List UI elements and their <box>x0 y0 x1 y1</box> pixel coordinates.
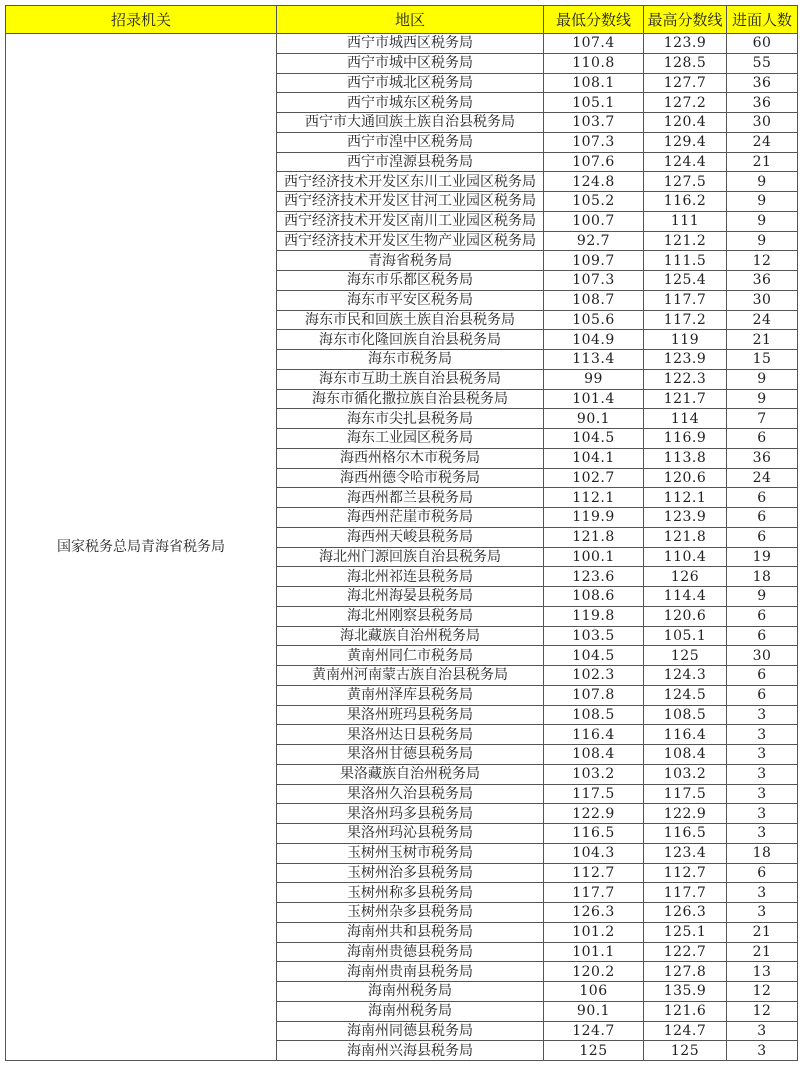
min-score-cell[interactable]: 108.7 <box>544 290 644 310</box>
min-score-cell[interactable]: 101.1 <box>544 942 644 962</box>
region-cell[interactable]: 西宁市大通回族土族自治县税务局 <box>277 113 544 133</box>
interview-count-cell[interactable]: 6 <box>727 606 798 626</box>
max-score-cell[interactable]: 116.2 <box>644 192 727 212</box>
min-score-cell[interactable]: 124.8 <box>544 172 644 192</box>
region-cell[interactable]: 海东市化隆回族自治县税务局 <box>277 330 544 350</box>
region-cell[interactable]: 海东市平安区税务局 <box>277 290 544 310</box>
table-body <box>6 34 798 1061</box>
interview-count-cell[interactable]: 55 <box>727 53 798 73</box>
max-score-cell[interactable]: 121.8 <box>644 527 727 547</box>
interview-count-cell[interactable]: 24 <box>727 310 798 330</box>
interview-count-cell[interactable]: 6 <box>727 685 798 705</box>
region-cell[interactable]: 黄南州河南蒙古族自治县税务局 <box>277 666 544 686</box>
interview-count-cell[interactable]: 18 <box>727 843 798 863</box>
max-score-cell[interactable]: 125.1 <box>644 922 727 942</box>
max-score-cell[interactable]: 108.4 <box>644 745 727 765</box>
interview-count-cell[interactable]: 60 <box>727 34 798 54</box>
min-score-cell[interactable]: 126.3 <box>544 903 644 923</box>
region-cell[interactable]: 果洛州玛沁县税务局 <box>277 824 544 844</box>
region-cell[interactable]: 海北州刚察县税务局 <box>277 606 544 626</box>
region-cell[interactable]: 西宁市城北区税务局 <box>277 73 544 93</box>
min-score-cell[interactable]: 117.7 <box>544 883 644 903</box>
min-score-cell[interactable]: 102.7 <box>544 468 644 488</box>
interview-count-cell[interactable]: 7 <box>727 409 798 429</box>
min-score-cell[interactable]: 108.5 <box>544 705 644 725</box>
max-score-cell[interactable]: 125 <box>644 1041 727 1061</box>
max-score-cell[interactable]: 117.7 <box>644 883 727 903</box>
region-cell[interactable]: 果洛州班玛县税务局 <box>277 705 544 725</box>
min-score-cell[interactable]: 113.4 <box>544 350 644 370</box>
max-score-cell[interactable]: 117.5 <box>644 784 727 804</box>
min-score-cell[interactable]: 105.1 <box>544 93 644 113</box>
organization-cell[interactable]: 国家税务总局青海省税务局 <box>6 34 277 1061</box>
region-cell[interactable]: 西宁市城西区税务局 <box>277 34 544 54</box>
max-score-cell[interactable]: 119 <box>644 330 727 350</box>
region-cell[interactable]: 玉树州玉树市税务局 <box>277 843 544 863</box>
max-score-cell[interactable]: 123.9 <box>644 34 727 54</box>
region-cell[interactable]: 海北州祁连县税务局 <box>277 567 544 587</box>
min-score-cell[interactable]: 125 <box>544 1041 644 1061</box>
region-cell[interactable]: 海北州海晏县税务局 <box>277 587 544 607</box>
max-score-cell[interactable]: 124.7 <box>644 1021 727 1041</box>
interview-count-cell[interactable]: 36 <box>727 271 798 291</box>
interview-count-cell[interactable]: 3 <box>727 824 798 844</box>
max-score-cell[interactable]: 122.7 <box>644 942 727 962</box>
min-score-cell[interactable]: 99 <box>544 369 644 389</box>
min-score-cell[interactable]: 123.6 <box>544 567 644 587</box>
region-cell[interactable]: 海东市尖扎县税务局 <box>277 409 544 429</box>
max-score-cell[interactable]: 125 <box>644 646 727 666</box>
min-score-cell[interactable]: 122.9 <box>544 804 644 824</box>
interview-count-cell[interactable]: 6 <box>727 508 798 528</box>
interview-count-cell[interactable]: 9 <box>727 211 798 231</box>
min-score-cell[interactable]: 107.8 <box>544 685 644 705</box>
interview-count-cell[interactable]: 24 <box>727 132 798 152</box>
min-score-cell[interactable]: 90.1 <box>544 409 644 429</box>
interview-count-cell[interactable]: 36 <box>727 93 798 113</box>
region-cell[interactable]: 海北藏族自治州税务局 <box>277 626 544 646</box>
interview-count-cell[interactable]: 30 <box>727 113 798 133</box>
max-score-cell[interactable]: 127.5 <box>644 172 727 192</box>
max-score-cell[interactable]: 117.7 <box>644 290 727 310</box>
max-score-cell[interactable]: 124.4 <box>644 152 727 172</box>
region-cell[interactable]: 海东市税务局 <box>277 350 544 370</box>
region-cell[interactable]: 果洛州久治县税务局 <box>277 784 544 804</box>
min-score-cell[interactable]: 107.3 <box>544 132 644 152</box>
max-score-cell[interactable]: 123.4 <box>644 843 727 863</box>
min-score-cell[interactable]: 116.4 <box>544 725 644 745</box>
score-table <box>5 5 798 1061</box>
min-score-cell[interactable]: 110.8 <box>544 53 644 73</box>
min-score-cell[interactable]: 119.8 <box>544 606 644 626</box>
max-score-cell[interactable]: 125.4 <box>644 271 727 291</box>
region-cell[interactable]: 海西州都兰县税务局 <box>277 488 544 508</box>
interview-count-cell[interactable]: 3 <box>727 903 798 923</box>
interview-count-cell[interactable]: 36 <box>727 73 798 93</box>
interview-count-cell[interactable]: 3 <box>727 705 798 725</box>
max-score-cell[interactable]: 124.5 <box>644 685 727 705</box>
interview-count-cell[interactable]: 12 <box>727 1001 798 1021</box>
interview-count-cell[interactable]: 3 <box>727 745 798 765</box>
max-score-cell[interactable]: 135.9 <box>644 982 727 1002</box>
interview-count-cell[interactable]: 12 <box>727 251 798 271</box>
interview-count-cell[interactable]: 6 <box>727 863 798 883</box>
interview-count-cell[interactable]: 9 <box>727 587 798 607</box>
max-score-cell[interactable]: 127.2 <box>644 93 727 113</box>
min-score-cell[interactable]: 120.2 <box>544 962 644 982</box>
min-score-cell[interactable]: 121.8 <box>544 527 644 547</box>
max-score-cell[interactable]: 116.4 <box>644 725 727 745</box>
region-cell[interactable]: 海南州兴海县税务局 <box>277 1041 544 1061</box>
region-cell[interactable]: 海东市民和回族土族自治县税务局 <box>277 310 544 330</box>
min-score-cell[interactable]: 92.7 <box>544 231 644 251</box>
min-score-cell[interactable]: 107.4 <box>544 34 644 54</box>
table-header <box>6 6 798 34</box>
interview-count-cell[interactable]: 21 <box>727 330 798 350</box>
interview-count-cell[interactable]: 30 <box>727 646 798 666</box>
region-cell[interactable]: 海东市乐都区税务局 <box>277 271 544 291</box>
interview-count-cell[interactable]: 3 <box>727 883 798 903</box>
interview-count-cell[interactable]: 13 <box>727 962 798 982</box>
region-cell[interactable]: 西宁经济技术开发区生物产业园区税务局 <box>277 231 544 251</box>
region-cell[interactable]: 海南州税务局 <box>277 1001 544 1021</box>
max-score-cell[interactable]: 105.1 <box>644 626 727 646</box>
region-cell[interactable]: 海南州共和县税务局 <box>277 922 544 942</box>
interview-count-cell[interactable]: 12 <box>727 982 798 1002</box>
region-cell[interactable]: 海西州格尔木市税务局 <box>277 448 544 468</box>
interview-count-cell[interactable]: 18 <box>727 567 798 587</box>
max-score-cell[interactable]: 121.6 <box>644 1001 727 1021</box>
header-min-score[interactable]: 最低分数线 <box>544 6 644 34</box>
interview-count-cell[interactable]: 6 <box>727 666 798 686</box>
interview-count-cell[interactable]: 6 <box>727 429 798 449</box>
min-score-cell[interactable]: 100.7 <box>544 211 644 231</box>
max-score-cell[interactable]: 123.9 <box>644 350 727 370</box>
interview-count-cell[interactable]: 3 <box>727 764 798 784</box>
region-cell[interactable]: 西宁市城中区税务局 <box>277 53 544 73</box>
interview-count-cell[interactable]: 30 <box>727 290 798 310</box>
header-interview-count[interactable]: 进面人数 <box>727 6 798 34</box>
interview-count-cell[interactable]: 9 <box>727 172 798 192</box>
min-score-cell[interactable]: 104.5 <box>544 646 644 666</box>
region-cell[interactable]: 海北州门源回族自治县税务局 <box>277 547 544 567</box>
min-score-cell[interactable]: 108.4 <box>544 745 644 765</box>
min-score-cell[interactable]: 101.2 <box>544 922 644 942</box>
max-score-cell[interactable]: 127.8 <box>644 962 727 982</box>
min-score-cell[interactable]: 104.1 <box>544 448 644 468</box>
interview-count-cell[interactable]: 3 <box>727 1021 798 1041</box>
min-score-cell[interactable]: 104.5 <box>544 429 644 449</box>
region-cell[interactable]: 玉树州称多县税务局 <box>277 883 544 903</box>
max-score-cell[interactable]: 108.5 <box>644 705 727 725</box>
interview-count-cell[interactable]: 21 <box>727 942 798 962</box>
min-score-cell[interactable]: 112.7 <box>544 863 644 883</box>
region-cell[interactable]: 海东市互助土族自治县税务局 <box>277 369 544 389</box>
min-score-cell[interactable]: 104.3 <box>544 843 644 863</box>
max-score-cell[interactable]: 103.2 <box>644 764 727 784</box>
max-score-cell[interactable]: 128.5 <box>644 53 727 73</box>
region-cell[interactable]: 玉树州治多县税务局 <box>277 863 544 883</box>
max-score-cell[interactable]: 124.3 <box>644 666 727 686</box>
max-score-cell[interactable]: 123.9 <box>644 508 727 528</box>
region-cell[interactable]: 黄南州泽库县税务局 <box>277 685 544 705</box>
region-cell[interactable]: 果洛州玛多县税务局 <box>277 804 544 824</box>
min-score-cell[interactable]: 112.1 <box>544 488 644 508</box>
interview-count-cell[interactable]: 19 <box>727 547 798 567</box>
min-score-cell[interactable]: 105.6 <box>544 310 644 330</box>
interview-count-cell[interactable]: 21 <box>727 922 798 942</box>
header-org[interactable]: 招录机关 <box>6 6 277 34</box>
interview-count-cell[interactable]: 3 <box>727 804 798 824</box>
header-max-score[interactable]: 最高分数线 <box>644 6 727 34</box>
interview-count-cell[interactable]: 3 <box>727 784 798 804</box>
interview-count-cell[interactable]: 6 <box>727 626 798 646</box>
region-cell[interactable]: 海西州天峻县税务局 <box>277 527 544 547</box>
max-score-cell[interactable]: 122.9 <box>644 804 727 824</box>
header-region[interactable]: 地区 <box>277 6 544 34</box>
region-cell[interactable]: 果洛州甘德县税务局 <box>277 745 544 765</box>
max-score-cell[interactable]: 127.7 <box>644 73 727 93</box>
min-score-cell[interactable]: 90.1 <box>544 1001 644 1021</box>
region-cell[interactable]: 玉树州杂多县税务局 <box>277 903 544 923</box>
min-score-cell[interactable]: 107.3 <box>544 271 644 291</box>
interview-count-cell[interactable]: 21 <box>727 152 798 172</box>
region-cell[interactable]: 海西州德令哈市税务局 <box>277 468 544 488</box>
min-score-cell[interactable]: 116.5 <box>544 824 644 844</box>
max-score-cell[interactable]: 111 <box>644 211 727 231</box>
interview-count-cell[interactable]: 9 <box>727 231 798 251</box>
region-cell[interactable]: 海南州贵德县税务局 <box>277 942 544 962</box>
region-cell[interactable]: 海西州茫崖市税务局 <box>277 508 544 528</box>
interview-count-cell[interactable]: 9 <box>727 192 798 212</box>
min-score-cell[interactable]: 104.9 <box>544 330 644 350</box>
min-score-cell[interactable]: 105.2 <box>544 192 644 212</box>
max-score-cell[interactable]: 110.4 <box>644 547 727 567</box>
min-score-cell[interactable]: 100.1 <box>544 547 644 567</box>
max-score-cell[interactable]: 116.5 <box>644 824 727 844</box>
region-cell[interactable]: 海南州同德县税务局 <box>277 1021 544 1041</box>
interview-count-cell[interactable]: 9 <box>727 389 798 409</box>
max-score-cell[interactable]: 120.4 <box>644 113 727 133</box>
region-cell[interactable]: 海东工业园区税务局 <box>277 429 544 449</box>
max-score-cell[interactable]: 112.7 <box>644 863 727 883</box>
max-score-cell[interactable]: 116.9 <box>644 429 727 449</box>
min-score-cell[interactable]: 109.7 <box>544 251 644 271</box>
max-score-cell[interactable]: 126.3 <box>644 903 727 923</box>
interview-count-cell[interactable]: 36 <box>727 448 798 468</box>
max-score-cell[interactable]: 114 <box>644 409 727 429</box>
min-score-cell[interactable]: 108.6 <box>544 587 644 607</box>
region-cell[interactable]: 青海省税务局 <box>277 251 544 271</box>
region-cell[interactable]: 海南州税务局 <box>277 982 544 1002</box>
max-score-cell[interactable]: 117.2 <box>644 310 727 330</box>
region-cell[interactable]: 西宁经济技术开发区甘河工业园区税务局 <box>277 192 544 212</box>
region-cell[interactable]: 海南州贵南县税务局 <box>277 962 544 982</box>
interview-count-cell[interactable]: 3 <box>727 1041 798 1061</box>
region-cell[interactable]: 果洛藏族自治州税务局 <box>277 764 544 784</box>
min-score-cell[interactable]: 108.1 <box>544 73 644 93</box>
region-cell[interactable]: 西宁市湟中区税务局 <box>277 132 544 152</box>
table-row <box>6 34 798 54</box>
max-score-cell[interactable]: 122.3 <box>644 369 727 389</box>
max-score-cell[interactable]: 111.5 <box>644 251 727 271</box>
interview-count-cell[interactable]: 6 <box>727 527 798 547</box>
min-score-cell[interactable]: 102.3 <box>544 666 644 686</box>
interview-count-cell[interactable]: 3 <box>727 725 798 745</box>
min-score-cell[interactable]: 119.9 <box>544 508 644 528</box>
min-score-cell[interactable]: 106 <box>544 982 644 1002</box>
min-score-cell[interactable]: 107.6 <box>544 152 644 172</box>
min-score-cell[interactable]: 103.2 <box>544 764 644 784</box>
interview-count-cell[interactable]: 15 <box>727 350 798 370</box>
min-score-cell[interactable]: 117.5 <box>544 784 644 804</box>
min-score-cell[interactable]: 103.5 <box>544 626 644 646</box>
interview-count-cell[interactable]: 9 <box>727 369 798 389</box>
region-cell[interactable]: 西宁经济技术开发区南川工业园区税务局 <box>277 211 544 231</box>
max-score-cell[interactable]: 113.8 <box>644 448 727 468</box>
region-cell[interactable]: 西宁经济技术开发区东川工业园区税务局 <box>277 172 544 192</box>
interview-count-cell[interactable]: 6 <box>727 488 798 508</box>
max-score-cell[interactable]: 114.4 <box>644 587 727 607</box>
max-score-cell[interactable]: 121.7 <box>644 389 727 409</box>
interview-count-cell[interactable]: 24 <box>727 468 798 488</box>
header-row <box>6 6 798 34</box>
min-score-cell[interactable]: 124.7 <box>544 1021 644 1041</box>
max-score-cell[interactable]: 112.1 <box>644 488 727 508</box>
max-score-cell[interactable]: 121.2 <box>644 231 727 251</box>
region-cell[interactable]: 黄南州同仁市税务局 <box>277 646 544 666</box>
min-score-cell[interactable]: 101.4 <box>544 389 644 409</box>
min-score-cell[interactable]: 103.7 <box>544 113 644 133</box>
max-score-cell[interactable]: 126 <box>644 567 727 587</box>
region-cell[interactable]: 果洛州达日县税务局 <box>277 725 544 745</box>
max-score-cell[interactable]: 120.6 <box>644 468 727 488</box>
region-cell[interactable]: 西宁市城东区税务局 <box>277 93 544 113</box>
max-score-cell[interactable]: 120.6 <box>644 606 727 626</box>
region-cell[interactable]: 西宁市湟源县税务局 <box>277 152 544 172</box>
region-cell[interactable]: 海东市循化撒拉族自治县税务局 <box>277 389 544 409</box>
max-score-cell[interactable]: 129.4 <box>644 132 727 152</box>
